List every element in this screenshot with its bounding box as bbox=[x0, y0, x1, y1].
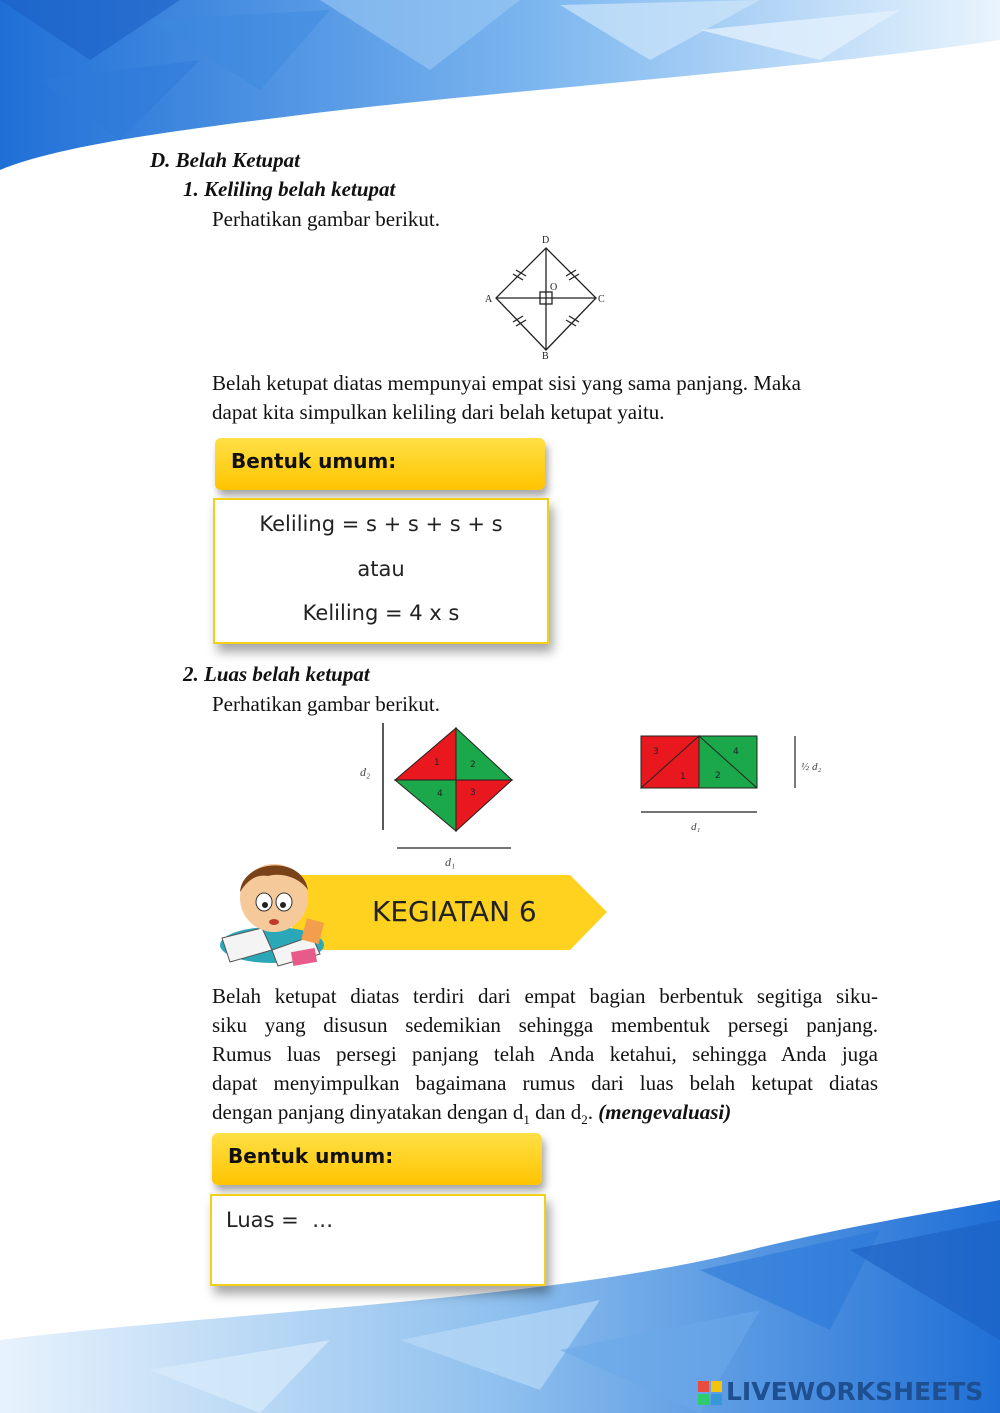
activity-title: KEGIATAN 6 bbox=[372, 895, 537, 928]
paragraph-2-line3: Rumus luas persegi panjang telah Anda ketahui, sehingga Anda juga bbox=[212, 1042, 878, 1066]
liveworksheets-logo bbox=[698, 1381, 722, 1405]
label-d1: d₁ bbox=[445, 855, 456, 869]
student-reading-illustration bbox=[212, 850, 332, 972]
subscript-2: 2 bbox=[581, 1112, 588, 1128]
section-title: D. Belah Ketupat bbox=[150, 148, 300, 172]
subsection-2-title: 2. Luas belah ketupat bbox=[183, 662, 370, 686]
paragraph-2-line1: Belah ketupat diatas terdiri dari empat bagian berbentuk segitiga siku- bbox=[212, 984, 878, 1008]
vertex-label-d: D bbox=[542, 235, 550, 246]
rect-piece-2-label: 2 bbox=[715, 771, 721, 781]
liveworksheets-watermark[interactable] bbox=[698, 1377, 994, 1409]
line5-dot: . bbox=[587, 1100, 599, 1124]
rect-piece-1-label: 1 bbox=[680, 772, 686, 782]
rect-label-half-d2: ½ d₂ bbox=[801, 761, 822, 773]
vertex-label-b: B bbox=[542, 351, 549, 360]
paragraph-1-line2: dapat kita simpulkan keliling dari belah ketupat yaitu. bbox=[212, 400, 665, 424]
luas-formula-input[interactable]: Luas = … bbox=[226, 1208, 334, 1232]
piece-2-label: 2 bbox=[470, 760, 476, 770]
formula-keliling-product: Keliling = 4 x s bbox=[302, 601, 460, 625]
subsection-1-title: 1. Keliling belah ketupat bbox=[183, 177, 396, 201]
vertex-label-c: C bbox=[598, 294, 605, 305]
rect-piece-4-label: 4 bbox=[733, 747, 739, 757]
rect-piece-3-label: 3 bbox=[653, 747, 659, 757]
box2-header bbox=[212, 1133, 542, 1185]
watermark-text: LIVEWORKSHEETS bbox=[726, 1377, 984, 1406]
box2-header-label: Bentuk umum: bbox=[228, 1144, 394, 1168]
label-d2: d₂ bbox=[360, 765, 371, 779]
piece-1-label: 1 bbox=[434, 758, 440, 768]
piece-3-label: 3 bbox=[470, 788, 476, 798]
vertex-label-a: A bbox=[485, 294, 493, 305]
subscript-1: 1 bbox=[523, 1112, 530, 1128]
box2-answer-box[interactable] bbox=[210, 1194, 546, 1286]
emphasis-mengevaluasi: (mengevaluasi) bbox=[598, 1100, 732, 1124]
box1-formula-box bbox=[213, 498, 549, 644]
paragraph-2-line5 bbox=[212, 1098, 731, 1134]
vertex-label-o: O bbox=[550, 282, 558, 293]
rect-label-d1: d₁ bbox=[691, 821, 701, 833]
line5-start: dengan panjang dinyatakan dengan d bbox=[212, 1100, 524, 1124]
box1-header bbox=[215, 438, 545, 490]
rectangle-arranged-figure bbox=[635, 728, 835, 838]
piece-4-label: 4 bbox=[437, 789, 443, 799]
paragraph-1-line1: Belah ketupat diatas mempunyai empat sisi yang sama panjang. Maka bbox=[212, 371, 802, 395]
instruction-2: Perhatikan gambar berikut. bbox=[212, 692, 441, 716]
instruction-1: Perhatikan gambar berikut. bbox=[212, 207, 441, 231]
formula-keliling-sum: Keliling = s + s + s + s bbox=[259, 512, 503, 536]
rhombus-figure bbox=[480, 232, 610, 360]
diamond-diagonals-figure bbox=[355, 718, 525, 873]
paragraph-2-line4: dapat menyimpulkan bagaimana rumus dari luas belah ketupat diatas bbox=[212, 1071, 878, 1095]
paragraph-2-line2: siku yang disusun sedemikian sehingga membentuk persegi panjang. bbox=[212, 1013, 878, 1037]
formula-atau: atau bbox=[357, 557, 405, 581]
box1-header-label: Bentuk umum: bbox=[231, 449, 397, 473]
line5-mid: dan d bbox=[529, 1100, 582, 1124]
